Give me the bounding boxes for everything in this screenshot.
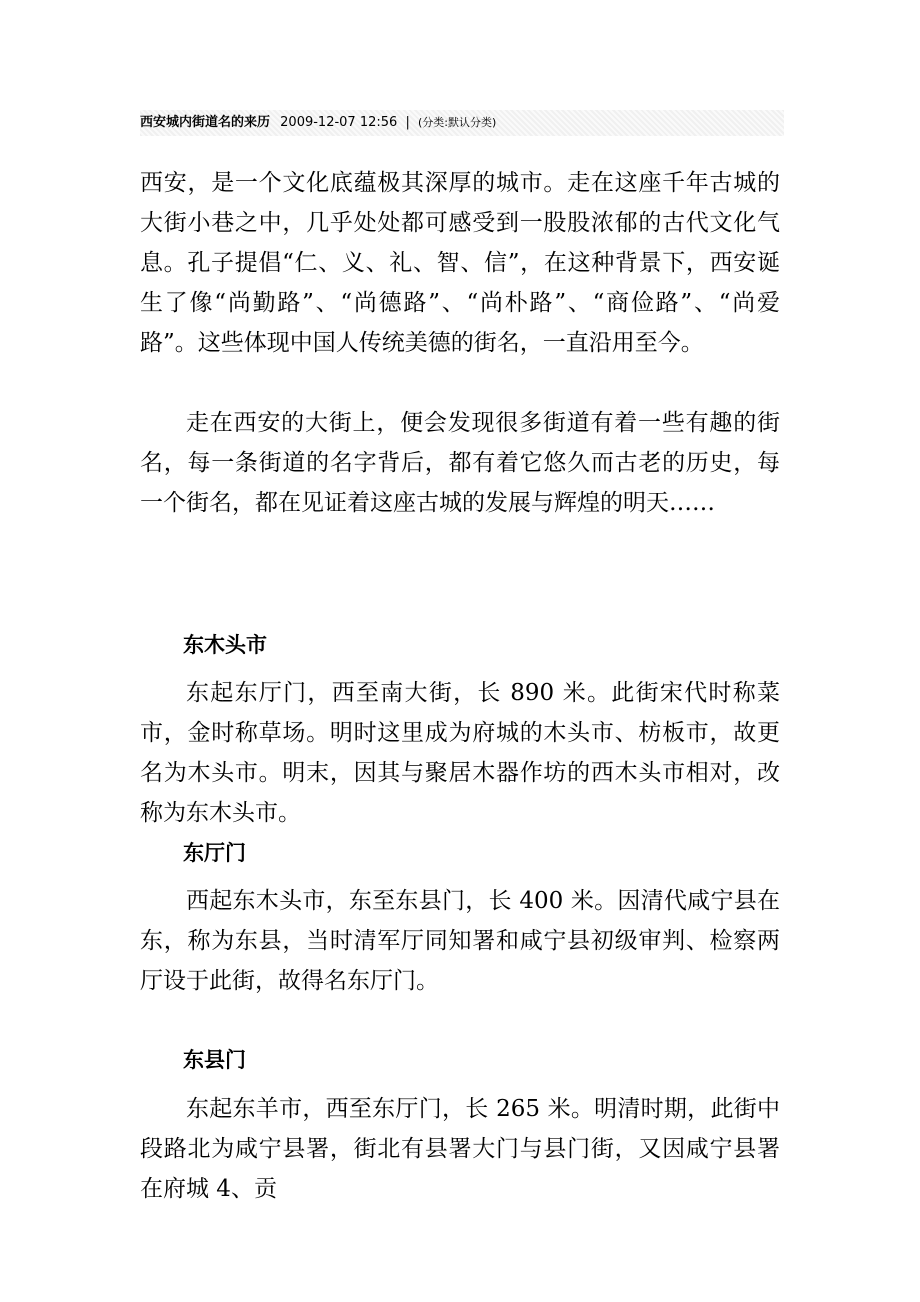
- post-datetime: 2009-12-07 12:56: [280, 115, 398, 130]
- post-header: [140, 110, 784, 136]
- section-heading-dongxianmen: 东县门: [183, 1048, 246, 1072]
- section-heading-dongmutoushi: 东木头市: [183, 633, 267, 657]
- section-text-dongxianmen: 东起东羊市，西至东厅门，长 265 米。明清时期，此街中段路北为咸宁县署，街北有县署大门与县门街，又因咸宁县署在府城 4、贡: [140, 1096, 780, 1202]
- section-text-dongtingmen: 西起东木头市，东至东县门，长 400 米。因清代咸宁县在东，称为东县，当时清军厅同知署和咸宁县初级审判、检察两厅设于此街，故得名东厅门。: [140, 888, 780, 994]
- post-title[interactable]: 西安城内街道名的来历: [140, 115, 271, 130]
- intro-paragraph-2: 走在西安的大街上，便会发现很多街道有着一些有趣的街名，每一条街道的名字背后，都有着它悠久而古老的历史，每一个街名，都在见证着这座古城的发展与辉煌的明天……: [140, 410, 780, 516]
- section-text-dongmutoushi: 东起东厅门，西至南大街，长 890 米。此街宋代时称菜市，金时称草场。明时这里成为府城的木头市、枋板市，故更名为木头市。明末，因其与聚居木器作坊的西木头市相对，改称为东木头市。: [140, 680, 780, 826]
- intro-paragraph-1: 西安，是一个文化底蕴极其深厚的城市。走在这座千年古城的大街小巷之中，几乎处处都可感受到一股股浓郁的古代文化气息。孔子提倡“仁、义、礼、智、信”，在这种背景下，西安诞生了像“尚勤路”、“尚德路”、“尚朴路”、“商俭路”、“尚爱路”。这些体现中国人传统美德的街名，一直沿用至今。: [140, 170, 780, 356]
- section-heading-dongtingmen: 东厅门: [183, 841, 246, 865]
- post-category[interactable]: (分类:默认分类): [417, 116, 497, 129]
- post-separator: |: [405, 115, 410, 130]
